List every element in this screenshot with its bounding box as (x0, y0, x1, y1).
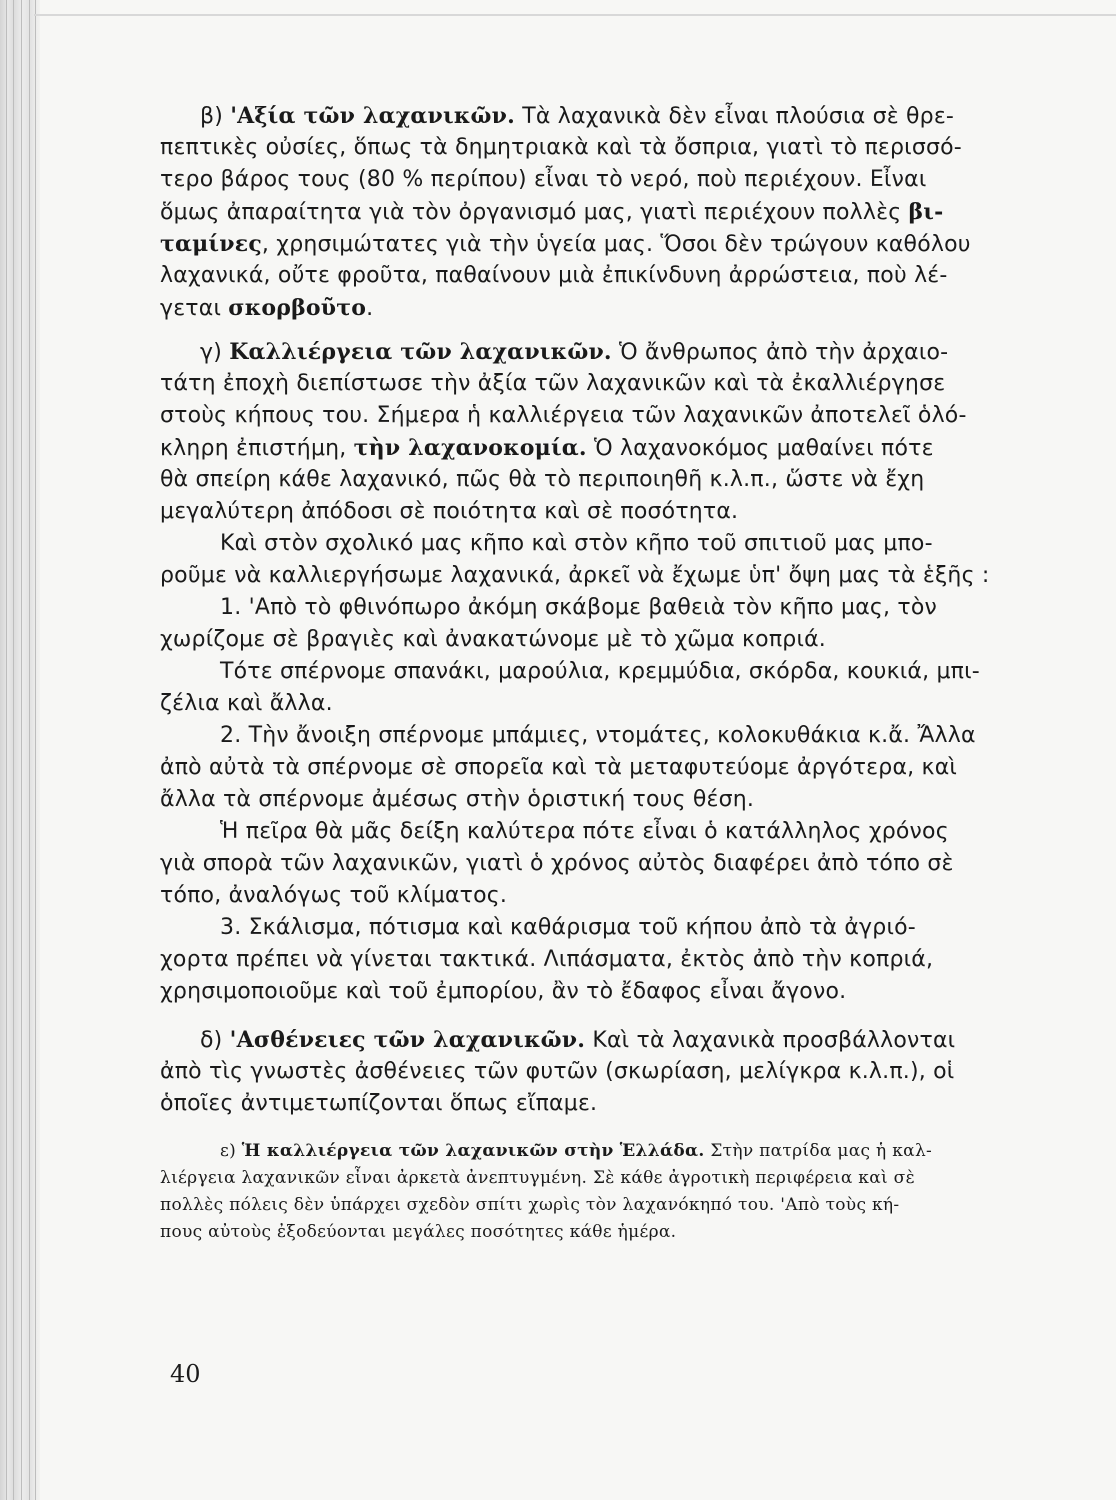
text-line (160, 688, 1060, 720)
section-heading: 'Αξία τῶν λαχανικῶν. (230, 103, 515, 129)
section-heading: 'Ασθένειες τῶν λαχανικῶν. (229, 1027, 586, 1053)
emphasis-term: βι- (908, 199, 944, 225)
text-line (160, 560, 1060, 592)
text-run: χορτα πρέπει νὰ γίνεται τακτικά. Λιπάσματα, ἐκτὸς ἀπὸ τὴν κοπριά, (160, 947, 934, 972)
text-line (160, 400, 1060, 432)
text-run: τόπο, ἀναλόγως τοῦ κλίματος. (160, 883, 508, 908)
text-run: ζέλια καὶ ἄλλα. (160, 691, 333, 716)
text-line (160, 336, 1060, 368)
text-line (160, 592, 1060, 624)
text-line (160, 784, 1060, 816)
emphasis-term: ταμίνες (160, 231, 262, 257)
text-line (160, 912, 1060, 944)
text-run: Ὁ ἄνθρωπος ἀπὸ τὴν ἀρχαιο- (611, 340, 949, 365)
text-run: δ) (200, 1028, 230, 1053)
text-line (160, 196, 1060, 228)
text-line (160, 132, 1060, 164)
text-run: 2. Τὴν ἄνοιξη σπέρνομε μπάμιες, ντομάτες, κολοκυθάκια κ.ἄ. Ἄλλα (220, 723, 976, 748)
text-run: τερο βάρος τους (80 % περίπου) εἶναι τὸ νερό, ποὺ περιέχουν. Εἶναι (160, 167, 927, 192)
text-run: γεται (160, 296, 229, 321)
text-line (160, 100, 1060, 132)
section-cultivation-in-greece (160, 1138, 1060, 1246)
text-run: κληρη ἐπιστήμη, (160, 436, 354, 461)
text-run: τάτη ἐποχὴ διεπίστωσε τὴν ἀξία τῶν λαχανικῶν καὶ τὰ ἐκαλλιέργησε (160, 371, 946, 396)
section-heading: Ἡ καλλιέργεια τῶν λαχανικῶν στὴν Ἑλλάδα. (241, 1141, 705, 1161)
text-line (160, 1165, 1060, 1192)
text-run: Καὶ τὰ λαχανικὰ προσβάλλονται (585, 1028, 956, 1053)
emphasis-term: τὴν λαχανοκομία. (353, 435, 587, 461)
text-line (160, 976, 1060, 1008)
text-run: ἀπὸ τὶς γνωστὲς ἀσθένειες τῶν φυτῶν (σκωρίαση, μελίγκρα κ.λ.π.), οἱ (160, 1059, 955, 1084)
text-run: πεπτικὲς οὐσίες, ὅπως τὰ δημητριακὰ καὶ τὰ ὄσπρια, γιατὶ τὸ περισσό- (160, 135, 962, 160)
text-line (160, 1192, 1060, 1219)
text-run: λαχανικά, οὔτε φροῦτα, παθαίνουν μιὰ ἐπικίνδυνη ἀρρώστεια, ποὺ λέ- (160, 263, 948, 288)
emphasis-term: σκορβοῦτο (228, 295, 367, 321)
text-line (160, 1219, 1060, 1246)
binding-line (6, 0, 7, 1500)
section-cultivation-of-vegetables (160, 336, 1060, 1008)
text-line (160, 624, 1060, 656)
text-run: Ὁ λαχανοκόμος μαθαίνει πότε (586, 436, 934, 461)
text-run: ροῦμε νὰ καλλιεργήσωμε λαχανικά, ἀρκεῖ νὰ ἔχωμε ὑπ' ὄψη μας τὰ ἑξῆς : (160, 563, 990, 588)
text-run: λιέργεια λαχανικῶν εἶναι ἀρκετὰ ἀνεπτυγμένη. Σὲ κάθε ἀγροτικὴ περιφέρεια καὶ σὲ (160, 1168, 915, 1188)
text-run: Καὶ στὸν σχολικό μας κῆπο καὶ στὸν κῆπο τοῦ σπιτιοῦ μας μπο- (220, 531, 933, 556)
text-run: ε) (220, 1141, 242, 1161)
text-line (160, 496, 1060, 528)
text-line (160, 464, 1060, 496)
page-top-border (34, 14, 1116, 16)
text-line (160, 1138, 1060, 1165)
page-text (160, 100, 1060, 1246)
text-line (160, 260, 1060, 292)
text-run: ὅμως ἀπαραίτητα γιὰ τὸν ὀργανισμό μας, γιατὶ περιέχουν πολλὲς (160, 200, 909, 225)
text-run: , χρησιμώτατες γιὰ τὴν ὑγεία μας. Ὅσοι δὲν τρώγουν καθόλου (261, 232, 971, 257)
text-line (160, 720, 1060, 752)
text-line (160, 656, 1060, 688)
binding-line (13, 0, 14, 1500)
binding-line (35, 0, 36, 1500)
text-run: ἄλλα τὰ σπέρνομε ἀμέσως στὴν ὁριστική τους θέση. (160, 787, 755, 812)
text-line (160, 880, 1060, 912)
text-line (160, 292, 1060, 324)
text-line (160, 816, 1060, 848)
section-diseases-of-vegetables (160, 1024, 1060, 1120)
text-run: γιὰ σπορὰ τῶν λαχανικῶν, γιατὶ ὁ χρόνος αὐτὸς διαφέρει ἀπὸ τόπο σὲ (160, 851, 954, 876)
text-run: . (366, 296, 374, 321)
text-run: 1. 'Απὸ τὸ φθινόπωρο ἀκόμη σκάβομε βαθειὰ τὸν κῆπο μας, τὸν (220, 595, 938, 620)
text-run: πους αὐτοὺς ἐξοδεύονται μεγάλες ποσότητες κάθε ἡμέρα. (160, 1222, 677, 1242)
text-line (160, 528, 1060, 560)
text-run: πολλὲς πόλεις δὲν ὑπάρχει σχεδὸν σπίτι χωρὶς τὸν λαχανόκηπό του. 'Απὸ τοὺς κή- (160, 1195, 900, 1215)
section-value-of-vegetables (160, 100, 1060, 324)
text-line (160, 1056, 1060, 1088)
text-run: 3. Σκάλισμα, πότισμα καὶ καθάρισμα τοῦ κήπου ἀπὸ τὰ ἀγριό- (220, 915, 916, 940)
text-run: θὰ σπείρη κάθε λαχανικό, πῶς θὰ τὸ περιποιηθῆ κ.λ.π., ὥστε νὰ ἔχη (160, 467, 925, 492)
text-run: γ) (200, 340, 230, 365)
binding-line (21, 0, 22, 1500)
text-run: Τὰ λαχανικὰ δὲν εἶναι πλούσια σὲ θρε- (515, 104, 955, 129)
text-run: μεγαλύτερη ἀπόδοσι σὲ ποιότητα καὶ σὲ ποσότητα. (160, 499, 739, 524)
text-run: χωρίζομε σὲ βραγιὲς καὶ ἀνακατώνομε μὲ τὸ χῶμα κοπριά. (160, 627, 826, 652)
text-run: Ἡ πεῖρα θὰ μᾶς δείξη καλύτερα πότε εἶναι ὁ κατάλληλος χρόνος (220, 819, 949, 844)
text-line (160, 1088, 1060, 1120)
text-line (160, 228, 1060, 260)
text-run: ἀπὸ αὐτὰ τὰ σπέρνομε σὲ σπορεῖα καὶ τὰ μεταφυτεύομε ἀργότερα, καὶ (160, 755, 958, 780)
text-line (160, 752, 1060, 784)
text-line (160, 1024, 1060, 1056)
text-run: Τότε σπέρνομε σπανάκι, μαρούλια, κρεμμύδια, σκόρδα, κουκιά, μπι- (220, 659, 980, 684)
text-run: στοὺς κήπους του. Σήμερα ἡ καλλιέργεια τῶν λαχανικῶν ἀποτελεῖ ὁλό- (160, 403, 967, 428)
text-line (160, 368, 1060, 400)
binding-line (29, 0, 30, 1500)
text-line (160, 432, 1060, 464)
text-run: Στὴν πατρίδα μας ἡ καλ- (704, 1141, 933, 1161)
text-run: χρησιμοποιοῦμε καὶ τοῦ ἐμπορίου, ἂν τὸ ἔδαφος εἶναι ἄγονο. (160, 979, 847, 1004)
page-binding-edge (0, 0, 40, 1500)
page-number: 40 (170, 1360, 201, 1388)
text-line (160, 944, 1060, 976)
text-run: β) (200, 104, 231, 129)
text-run: ὁποῖες ἀντιμετωπίζονται ὅπως εἴπαμε. (160, 1091, 598, 1116)
section-heading: Καλλιέργεια τῶν λαχανικῶν. (229, 339, 612, 365)
text-line (160, 164, 1060, 196)
text-line (160, 848, 1060, 880)
